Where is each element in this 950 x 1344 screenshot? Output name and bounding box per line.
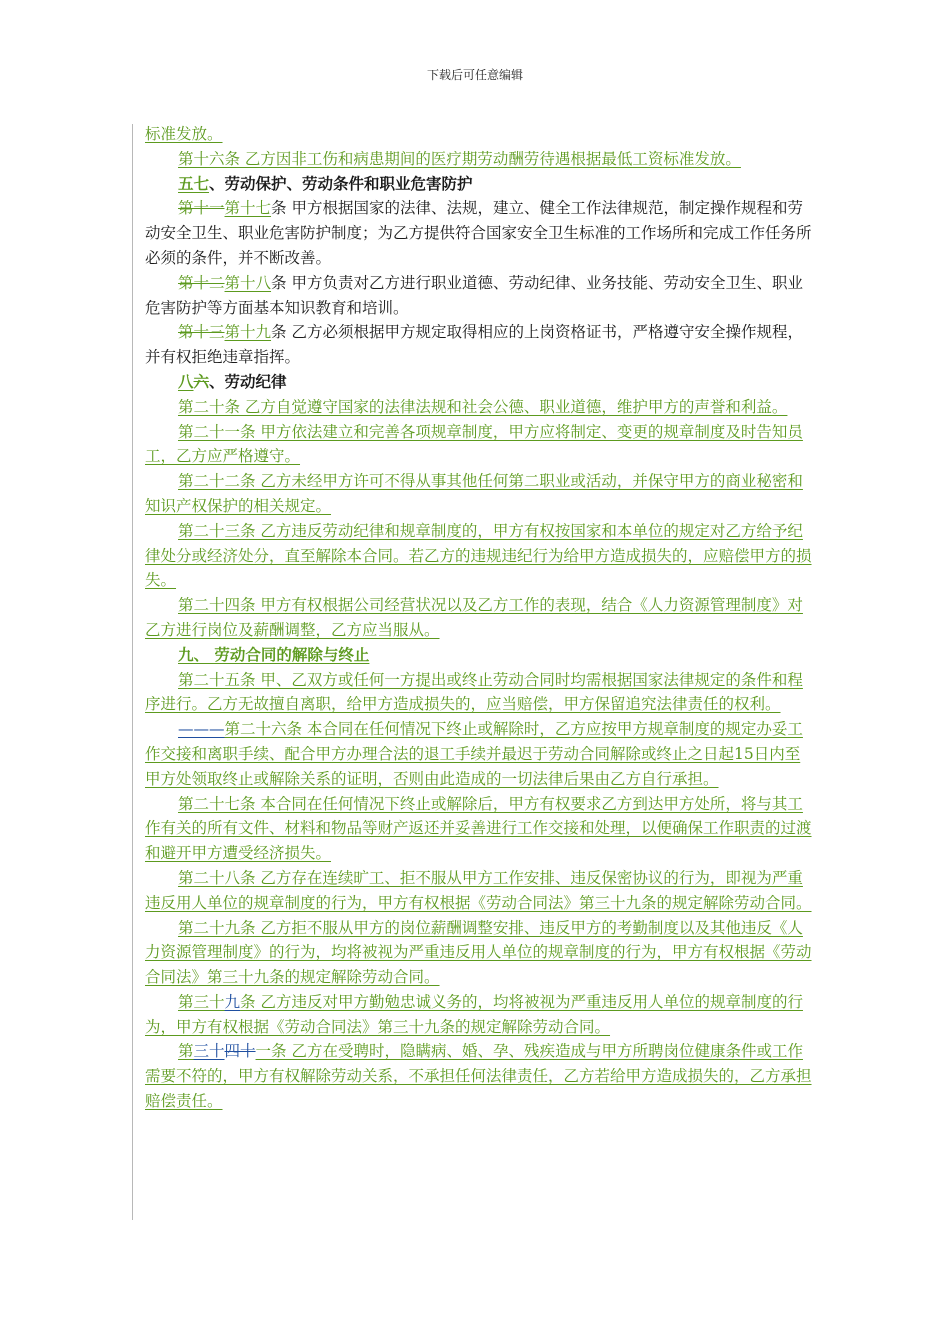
- page-header: 下载后可任意编辑: [426, 68, 523, 82]
- document-body: [145, 122, 813, 1114]
- article-30: 第三十九条 乙方违反对甲方勤勉忠诚义务的，均将被视为严重违反用人单位的规章制度的行为，甲方有权根据《劳动合同法》第三十九条的规定解除劳动合同。: [145, 992, 803, 1036]
- article-17: 第十一第十七条 甲方根据国家的法律、法规，建立、健全工作法律规范，制定操作规程和劳动安全卫生、职业危害防护制度；为乙方提供符合国家安全卫生标准的工作场所和完成工作任务所必须的条件，并不断改善。: [145, 199, 812, 267]
- article-18: 第十二第十八条 甲方负责对乙方进行职业道德、劳动纪律、业务技能、劳动安全卫生、职业危害防护等方面基本知识教育和培训。: [145, 273, 803, 317]
- article-22: 第二十二条 乙方未经甲方许可不得从事其他任何第二职业或活动，并保守甲方的商业秘密和知识产权保护的相关规定。: [145, 472, 803, 515]
- article-25: 第二十五条 甲、乙双方或任何一方提出或终止劳动合同时均需根据国家法律规定的条件和程序进行。乙方无故擅自离职，给甲方造成损失的，应当赔偿，甲方保留追究法律责任的权利。: [145, 670, 803, 714]
- article-20: 第二十条 乙方自觉遵守国家的法律法规和社会公德、职业道德，维护甲方的声誉和利益。: [178, 397, 788, 416]
- article-28: 第二十八条 乙方存在连续旷工、拒不服从甲方工作安排、违反保密协议的行为，即视为严重违反用人单位的规章制度的行为，甲方有权根据《劳动合同法》第三十九条的规定解除劳动合同。: [145, 868, 812, 912]
- article-31: 第三十四十一条 乙方在受聘时，隐瞒病、婚、孕、残疾造成与甲方所聘岗位健康条件或工作需要不符的，甲方有权解除劳动关系，不承担任何法律责任，乙方若给甲方造成损失的，乙方承担赔偿责任。: [145, 1042, 812, 1111]
- section-heading-7: 五七、劳动保护、劳动条件和职业危害防护: [178, 173, 473, 193]
- section-heading-8: 八六、劳动纪律: [178, 371, 287, 391]
- article-19: 第十三第十九条 乙方必须根据甲方规定取得相应的上岗资格证书，严格遵守安全操作规程，并有权拒绝违章指挥。: [145, 323, 803, 367]
- article-29: 第二十九条 乙方拒不服从甲方的岗位薪酬调整安排、违反甲方的考勤制度以及其他违反《人力资源管理制度》的行为，均将被视为严重违反用人单位的规章制度的行为，甲方有权根据《劳动合同法》第三十九条的规定解除劳动合同。: [145, 918, 812, 987]
- article-26: ———第二十六条 本合同在任何情况下终止或解除时，乙方应按甲方规章制度的规定办妥工作交接和离职手续、配合甲方办理合法的退工手续并最迟于劳动合同解除或终止之日起15日内至甲方处领取终止或解除关系的证明，否则由此造成的一切法律后果由乙方自行承担。: [145, 720, 803, 788]
- article-27: 第二十七条 本合同在任何情况下终止或解除后，甲方有权要求乙方到达甲方处所，将与其工作有关的所有文件、材料和物品等财产返还并妥善进行工作交接和处理，以便确保工作职责的过渡和避开甲方遭受经济损失。: [145, 794, 812, 863]
- section-heading-9: 九、 劳动合同的解除与终止: [178, 644, 370, 664]
- paragraph: 标准发放。: [145, 125, 223, 143]
- article-16: 第十六条 乙方因非工伤和病患期间的医疗期劳动酬劳待遇根据最低工资标准发放。: [178, 149, 741, 168]
- article-21: 第二十一条 甲方依法建立和完善各项规章制度，甲方应将制定、变更的规章制度及时告知员工，乙方应严格遵守。: [145, 422, 803, 466]
- article-24: 第二十四条 甲方有权根据公司经营状况以及乙方工作的表现，结合《人力资源管理制度》对乙方进行岗位及薪酬调整，乙方应当服从。: [145, 596, 803, 639]
- revision-change-bar: [132, 124, 133, 1220]
- article-23: 第二十三条 乙方违反劳动纪律和规章制度的，甲方有权按国家和本单位的规定对乙方给予纪律处分或经济处分，直至解除本合同。若乙方的违规违纪行为给甲方造成损失的，应赔偿甲方的损失。: [145, 521, 812, 590]
